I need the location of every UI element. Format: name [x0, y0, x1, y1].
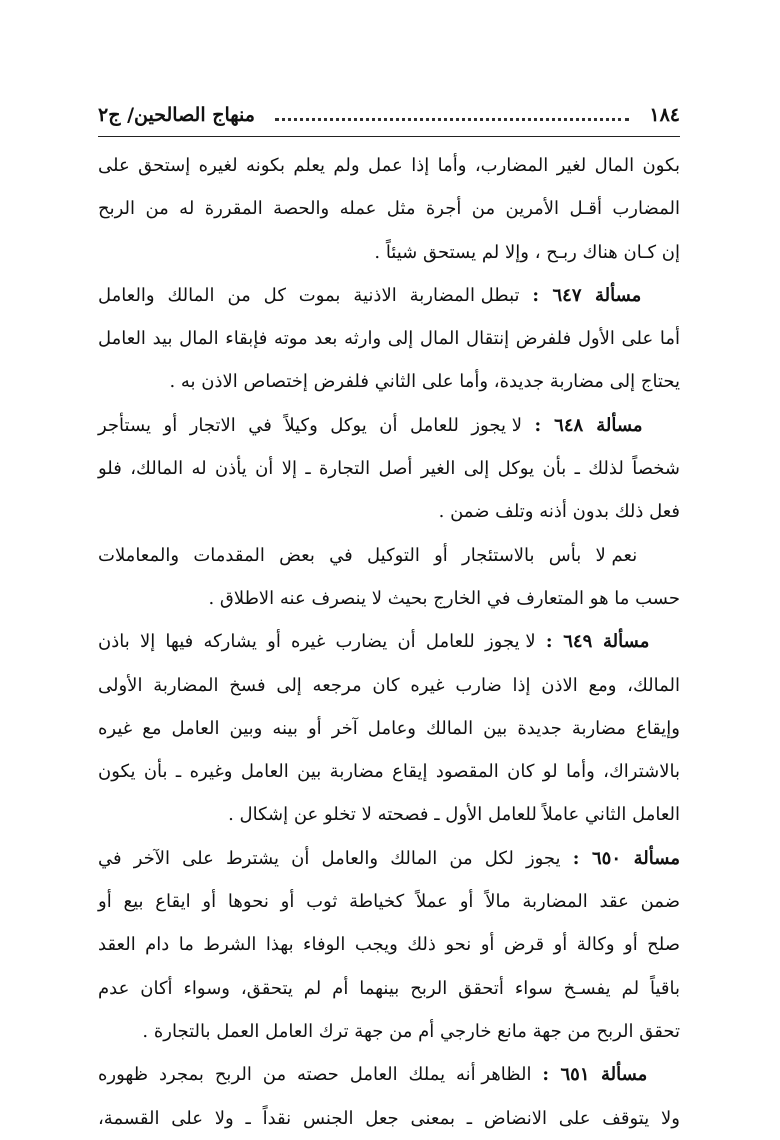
text-line: إن كـان هناك ربـح ، وإلا لم يستحق شيئاً . [374, 241, 680, 263]
text-line [98, 837, 680, 880]
page-body [98, 144, 680, 1140]
issue-paragraph-649 [98, 620, 680, 836]
issue-label: مسألة ٦٤٧ : [532, 284, 642, 306]
text-line: شخصاً لذلك ـ بأن يوكل إلى الغير أصل التجارة ـ إلا أن يأذن له المالك، فلو [98, 458, 680, 480]
text-line: المضارب أقـل الأمرين من أجرة مثل عمله والحصة المقررة له من الربح [98, 198, 680, 220]
paragraph-exception [98, 534, 680, 621]
text-line: بكون المال لغير المضارب، وأما إذا عمل ولم يعلم بكونه لغيره إستحق على [98, 155, 680, 176]
text-line: ​ مسألة ٦٤٨ : لا يجوز للعامل أن يوكل وكيلاً في الاتجار أو يستأجر [98, 414, 680, 436]
text-line: صلح أو وكالة أو قرض أو نحو ذلك ويجب الوفاء بهذا الشرط ما دام العقد [98, 934, 680, 956]
issue-label: مسألة ٦٥٠ : [572, 847, 680, 869]
text-line: العامل الثاني عاملاً للعامل الأول ـ فصحته لا تخلو عن إشكال . [228, 804, 680, 826]
text-line: ​ نعم لا بأس بالاستئجار أو التوكيل في بعض المقدمات والمعاملات [98, 544, 680, 566]
header-dot-leader [275, 118, 629, 121]
paragraph-continuation [98, 144, 680, 274]
text-line-content: تبطل المضاربة الاذنية بموت كل من المالك والعامل [98, 284, 520, 306]
issue-label: مسألة ٦٥١ : [542, 1064, 648, 1086]
issue-paragraph-648 [98, 404, 680, 534]
issue-paragraph-647 [98, 274, 680, 404]
text-line: بالاشتراك، وأما لو كان المقصود إيقاع مضاربة بين العامل وغيره ـ بأن يكون [98, 761, 680, 783]
book-title: منهاج الصالحين/ ج٢ [98, 104, 255, 126]
text-line: ​ مسألة ٦٤٧ : تبطل المضاربة الاذنية بموت كل من المالك والعامل [98, 284, 680, 306]
text-line: ضمن عقد المضاربة مالاً أو عملاً كخياطة ثوب أو نحوها أو ايقاع بيع أو [98, 891, 680, 913]
page-header [98, 94, 680, 137]
page-number: ١٨٤ [649, 104, 680, 126]
text-line: يحتاج إلى مضاربة جديدة، وأما على الثاني فلفرض إختصاص الاذن به . [169, 371, 680, 393]
text-line-content: الظاهر أنه يملك العامل حصته من الربح بمجرد ظهوره [98, 1064, 532, 1086]
text-line: ​ مسألة ٦٤٩ : لا يجوز للعامل أن يضارب غيره أو يشاركه فيها إلا باذن [98, 631, 680, 653]
issue-paragraph-650 [98, 837, 680, 1053]
text-line: تحقق الربح من جهة مانع خارجي أم من جهة ترك العامل العمل بالتجارة . [142, 1020, 680, 1042]
text-line: ولا يتوقف على الانضاض ـ بمعنى جعل الجنس نقداً ـ ولا على القسمة، [98, 1107, 680, 1129]
issue-label: مسألة ٦٤٨ : [534, 414, 643, 436]
text-line: أما على الأول فلفرض إنتقال المال إلى وارثه بعد موته فإبقاء المال بيد العامل [98, 328, 680, 350]
text-line: المالك، ومع الاذن إذا ضارب غيره كان مرجعه إلى فسخ المضاربة الأولى [98, 674, 680, 696]
text-line: باقياً لم يفسـخ سواء أتحقق الربح بينهما أم لم يتحقق، وسواء أكان عدم [98, 977, 680, 999]
text-line-content: نعم لا بأس بالاستئجار أو التوكيل في بعض المقدمات والمعاملات [98, 544, 638, 566]
issue-paragraph-651 [98, 1053, 680, 1140]
text-line: ​ مسألة ٦٥١ : الظاهر أنه يملك العامل حصته من الربح بمجرد ظهوره [98, 1064, 680, 1086]
text-line-content: لا يجوز للعامل أن يضارب غيره أو يشاركه فيها إلا باذن [98, 631, 536, 653]
text-line-content: لا يجوز للعامل أن يوكل وكيلاً في الاتجار أو يستأجر [98, 414, 522, 436]
text-line: فعل ذلك بدون أذنه وتلف ضمن . [438, 501, 680, 523]
text-line: وإيقاع مضاربة جديدة بين المالك وعامل آخر أو بينه وبين العامل مع غيره [98, 717, 680, 739]
text-line-content: يجوز لكل من المالك والعامل أن يشترط على الآخر في [98, 847, 561, 869]
text-line: حسب ما هو المتعارف في الخارج بحيث لا ينصرف عنه الاطلاق . [208, 587, 680, 609]
issue-label: مسألة ٦٤٩ : [545, 631, 650, 653]
